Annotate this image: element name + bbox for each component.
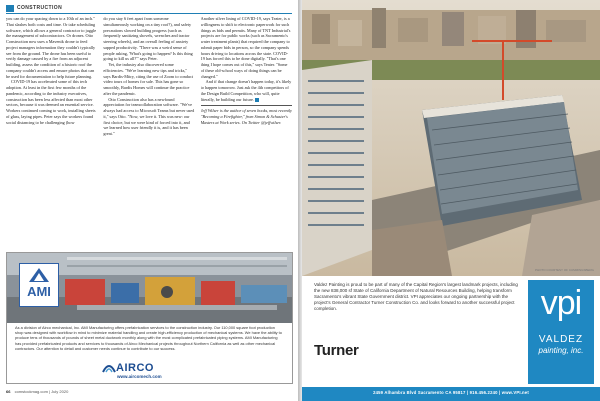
- airco-logo-text: AIRCO: [116, 362, 154, 374]
- section-marker: [6, 5, 14, 12]
- ami-advertisement[interactable]: [6, 252, 293, 384]
- vpi-logo-mark: vpi: [540, 284, 582, 322]
- ami-logo-text: AMI: [27, 284, 51, 299]
- airco-logo: [102, 362, 154, 374]
- turner-logo: Turner: [314, 342, 359, 359]
- page-number: 66: [6, 389, 11, 394]
- paragraph: do you stay 6 feet apart from someone simultaneously working on a tiny roof?), and safety precautions slowed building progress (such as frequently sanitizing shovels, wrenches and tractor steering wheels), and an overall feeling of anxiety sapped productivity. "There was a weird sense of people asking, 'What's going to happen? Is this thing going to kill us all?'" says Peter.: [103, 16, 193, 62]
- paragraph-text: And if that change doesn't happen today, it's likely to happen tomorrow. Just ask the 4th competitors of the Design Build Competition, who will, quite literally, be building our future.: [200, 79, 292, 102]
- publication-info: comstockmag.com | July 2020: [14, 389, 69, 394]
- valdez-contact-info[interactable]: 2459 Alhambra Blvd Sacramento CA 95817 | 916.456.2240 | www.VPI.net: [373, 390, 529, 395]
- photo-credit: PHOTO COURTESY OF CUMMINGSBERG: [534, 268, 594, 272]
- paragraph: Another silver lining of COVID-19, says Teater, is a willingness to shift to electronic paperwork for such things as bids and permits. Many of TNT Industrial's projects are for public works (such as Sacramento's water treatment plants) that required the company to submit paper bids in person, so the company spends hours driving to locations across the state. COVID-19 has forced this to be done digitally. "That's one thing I hope comes out of this," says Teater. "Some of these old-school ways of doing things can be changed.": [200, 16, 291, 79]
- valdez-ad-copy: Valdez Painting is proud to be part of many of the Capital Region's largest landmark projects, including the new 838,000 sf State of California Department of Natural Resources Building, helping transform Sacramento's vibrant State Government district. VPI appreciates our ongoing partnership with the project's General Contractor Turner Construction Co. and looks forward to another successful project completion.: [314, 282, 518, 312]
- paragraph: Yet, the industry also discovered some efficiencies. "We're learning new tips and tricks," says Bardis-Mitry, citing the use of Zoom to conduct video tours of homes for sale. This has gone so smoothly, Bardis Homes will continue the practice after the pandemic.: [103, 62, 194, 96]
- article-column-1: [6, 16, 97, 248]
- ami-ad-copy: As a division of Airco mechanical, Inc. AMI Manufacturing offers prefabrication services to the construction industry. Our 110,000 square foot production shop was designed with workflow in mind to minimize material handling and create high-efficiency production of mechanical systems. We have the ability to produce tens of thousands of pounds of sheet metal ductwork monthly along with the most complicated prefabricated piping systems. AMI Manufacturing has provided prefabricated products and services to thousands of Airco Mechanical projects throughout Northern California as well as other mechanical contractors. Our attention to detail and customer needs continue to contribute to our success.: [15, 325, 282, 351]
- bio-divider: [201, 105, 292, 106]
- paragraph: [201, 79, 292, 102]
- paragraph: COVID-19 has accelerated some of this tech adoption. At least in the first few months of the pandemic, according to the industry executives, construction has been less affected than most other sectors, because it was deemed an essential service. Workers continued coming to work, installing sheets of glass, laying pipes. Peter says the workers found social distancing to be challenging (how: [6, 79, 96, 125]
- valdez-advertisement[interactable]: [302, 276, 600, 401]
- paragraph: Otto Construction also has a newfound appreciation for teamcollaboration software. "We've always had access to Microsoft Teams but never used it," says Otto. "Now, we love it. This was new: our first choice, but we were kind of forced into it, and we learned how user friendly it is, and it has been great.": [103, 96, 195, 136]
- airco-mark-icon: [102, 362, 116, 374]
- section-label: CONSTRUCTION: [17, 5, 63, 11]
- paragraph: you can do your spacing down to a 10th of an inch." That slashes both costs and time. Or take scheduling software, which allows a general contractor to juggle the management of subcontractors. Or drones. Otto Construction now uses a Mavenik drone to feed project managers information they couldn't typically see from the ground. The drone has been useful to verify damage caused by a fire from an adjacent building, assess the condition of a historic roof the company couldn't access and ensure photos that can be used for documentation to help future planning.: [6, 16, 97, 79]
- article-columns: [6, 16, 292, 248]
- valdez-logo-name: VALDEZ: [538, 334, 584, 345]
- section-header: [6, 4, 62, 12]
- article-column-3: [201, 16, 292, 248]
- author-bio: Jeff Wilser is the author of seven books, most recently "Becoming a Firefighter," from Simon & Schuster's Masters at Work series. On Twitter @jeffwilser.: [200, 108, 292, 125]
- right-page: [302, 0, 600, 401]
- factory-photo: [7, 253, 292, 323]
- valdez-logo-sub: painting, inc.: [538, 346, 584, 355]
- valdez-contact-bar: [302, 387, 600, 401]
- airco-url-link[interactable]: www.aircomech.com: [117, 374, 162, 379]
- header-rule: [6, 13, 292, 14]
- triangle-logo-icon: [29, 268, 49, 282]
- ami-logo: [19, 263, 59, 307]
- article-column-2: [103, 16, 194, 248]
- valdez-logo: [528, 280, 594, 384]
- aerial-city-illustration: [302, 0, 600, 276]
- end-mark-icon: [255, 98, 259, 102]
- aerial-building-photo: [302, 0, 600, 276]
- left-page: [0, 0, 298, 401]
- page-footer: [6, 389, 68, 394]
